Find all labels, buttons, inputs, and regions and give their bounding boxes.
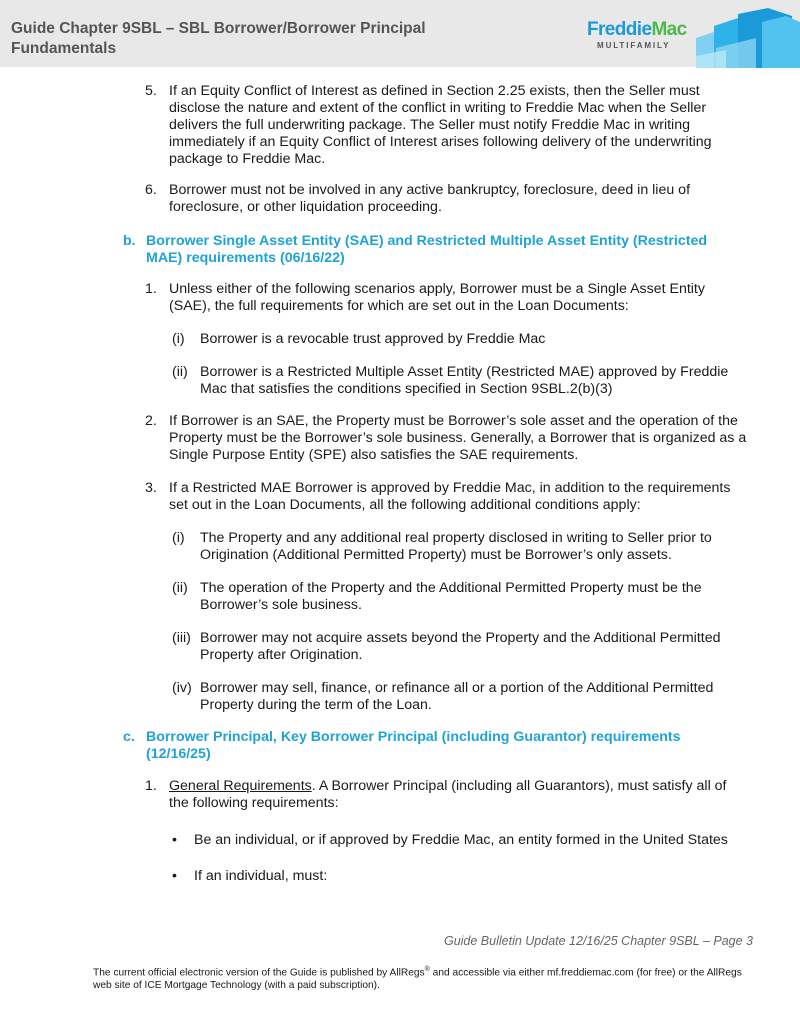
sublist-item-text: Borrower may sell, finance, or refinance all or a portion of the Additional Permitted Property during the term of the Loan. [200,680,714,713]
sublist-number: (i) [172,331,185,347]
list-number: 1. [145,778,157,794]
list-number: 6. [145,182,157,198]
sublist-item-text: Borrower is a Restricted Multiple Asset Entity (Restricted MAE) approved by Freddie Mac that satisfies the conditions specified in Section 9SBL.2(b)(3) [200,364,729,397]
sublist-item-text: The operation of the Property and the Additional Permitted Property must be the Borrower’s sole business. [200,580,702,613]
bullet-icon: • [172,832,177,848]
bullet-item-text: Be an individual, or if approved by Freddie Mac, an entity formed in the United States [194,832,728,848]
section-letter: b. [123,233,136,249]
section-heading: Borrower Single Asset Entity (SAE) and Restricted Multiple Asset Entity (Restricted MAE) requirements (06/16/22) [146,233,708,266]
bullet-icon: • [172,868,177,884]
list-number: 1. [145,281,157,297]
sublist-item-text: Borrower is a revocable trust approved by Freddie Mac [200,331,546,347]
bullet-item-text: If an individual, must: [194,868,328,884]
sublist-number: (i) [172,530,185,546]
sublist-number: (ii) [172,364,188,380]
buildings-graphic-icon [696,8,800,68]
sublist-number: (iii) [172,630,191,646]
list-item-text: Borrower must not be involved in any active bankruptcy, foreclosure, deed in lieu of foreclosure, or other liquidation proceeding. [169,182,691,215]
sublist-item-text: Borrower may not acquire assets beyond the Property and the Additional Permitted Property after Origination. [200,630,721,663]
list-item-text: If Borrower is an SAE, the Property must be Borrower’s sole asset and the operation of the Property must be the Borrower’s sole business. Generally, a Borrower that is organized as a Single Purpose Entity (SPE) also satisfies the SAE requirements. [169,413,747,463]
list-number: 3. [145,480,157,496]
section-letter: c. [123,729,135,745]
list-item-text: Unless either of the following scenarios apply, Borrower must be a Single Asset Entity (SAE), the full requirements for which are set out in the Loan Documents: [169,281,705,314]
header-title: Guide Chapter 9SBL – SBL Borrower/Borrower Principal Fundamentals [11,20,426,57]
sublist-number: (iv) [172,680,192,696]
list-number: 2. [145,413,157,429]
sublist-number: (ii) [172,580,188,596]
sublist-item-text: The Property and any additional real property disclosed in writing to Seller prior to Origination (Additional Permitted Property) must be Borrower’s only assets. [200,530,712,563]
underlined-term: General Requirements [169,778,312,794]
list-number: 5. [145,83,157,99]
footer-note: The current official electronic version of the Guide is published by AllRegs® and accessible via either mf.freddiemac.com (for free) or the AllRegs web site of ICE Mortgage Technology (with a paid subscription). [93,966,742,992]
list-item-text: If a Restricted MAE Borrower is approved by Freddie Mac, in addition to the requirements set out in the Loan Documents, all the following additional conditions apply: [169,480,731,513]
page-header [0,0,800,67]
section-heading: Borrower Principal, Key Borrower Principal (including Guarantor) requirements (12/16/25) [146,729,681,762]
page-number-footer: Guide Bulletin Update 12/16/25 Chapter 9SBL – Page 3 [443,934,753,948]
list-item-text: If an Equity Conflict of Interest as defined in Section 2.25 exists, then the Seller must disclose the nature and extent of the conflict in writing to Freddie Mac when the Seller delivers the full underwriting package. The Seller must notify Freddie Mac in writing immediately if an Equity Conflict of Interest arises following delivery of the underwriting package to Freddie Mac. [169,83,712,167]
list-item-text: General Requirements. A Borrower Principal (including all Guarantors), must satisfy all of the following requirements: [169,778,727,811]
freddie-mac-logo: FreddieMac MULTIFAMILY [587,19,687,50]
